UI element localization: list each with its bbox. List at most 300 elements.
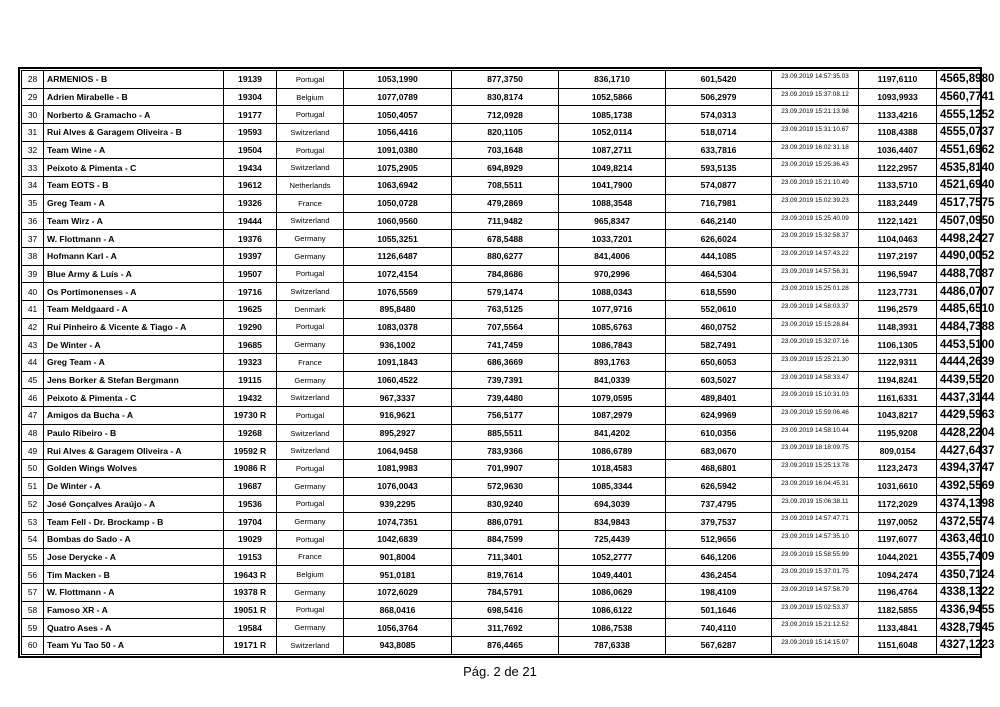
total-score-cell: 4485,6510: [937, 300, 982, 318]
score-4-cell: 603,5027: [666, 371, 772, 389]
ring-number-cell: 19504: [224, 141, 277, 159]
score-2-cell: 756,5177: [452, 407, 559, 425]
speed-cell: 1148,3931: [859, 318, 937, 336]
score-1-cell: 1077,0789: [344, 88, 452, 106]
table-row: [22, 124, 982, 142]
score-2-cell: 739,7391: [452, 371, 559, 389]
rank-cell: 47: [22, 407, 44, 425]
score-3-cell: 694,3039: [559, 495, 666, 513]
ring-number-cell: 19378 R: [224, 583, 277, 601]
score-4-cell: 740,4110: [666, 619, 772, 637]
rank-cell: 45: [22, 371, 44, 389]
table-row: [22, 336, 982, 354]
score-2-cell: 703,1648: [452, 141, 559, 159]
team-name-cell: Jens Borker & Stefan Bergmann: [44, 371, 224, 389]
arrival-time-cell: 23.09.2019 15:21:12.52: [772, 619, 859, 637]
country-cell: Portugal: [277, 530, 344, 548]
score-3-cell: 1085,1738: [559, 106, 666, 124]
total-score-cell: 4555,0737: [937, 124, 982, 142]
total-score-cell: 4392,5569: [937, 477, 982, 495]
total-score-cell: 4490,0052: [937, 247, 982, 265]
rank-cell: 54: [22, 530, 44, 548]
speed-cell: 1197,6077: [859, 530, 937, 548]
team-name-cell: Rui Alves & Garagem Oliveira - A: [44, 442, 224, 460]
score-1-cell: 916,9621: [344, 407, 452, 425]
arrival-time-cell: 23.09.2019 15:37:01.75: [772, 566, 859, 584]
ring-number-cell: 19304: [224, 88, 277, 106]
score-3-cell: 965,8347: [559, 212, 666, 230]
score-1-cell: 1074,7351: [344, 513, 452, 531]
team-name-cell: Team Fell - Dr. Brockamp - B: [44, 513, 224, 531]
team-name-cell: Peixoto & Pimenta - C: [44, 159, 224, 177]
table-row: [22, 389, 982, 407]
score-1-cell: 939,2295: [344, 495, 452, 513]
country-cell: Switzerland: [277, 389, 344, 407]
table-row: [22, 247, 982, 265]
score-3-cell: 725,4439: [559, 530, 666, 548]
score-3-cell: 836,1710: [559, 71, 666, 89]
score-1-cell: 895,8480: [344, 300, 452, 318]
rank-cell: 58: [22, 601, 44, 619]
score-3-cell: 1085,6763: [559, 318, 666, 336]
score-4-cell: 512,9656: [666, 530, 772, 548]
ring-number-cell: 19643 R: [224, 566, 277, 584]
team-name-cell: Os Portimonenses - A: [44, 283, 224, 301]
arrival-time-cell: 23.09.2019 15:10:31.03: [772, 389, 859, 407]
arrival-time-cell: 23.09.2019 15:06:38.11: [772, 495, 859, 513]
total-score-cell: 4338,1322: [937, 583, 982, 601]
arrival-time-cell: 23.09.2019 15:37:08.12: [772, 88, 859, 106]
score-1-cell: 1091,0380: [344, 141, 452, 159]
speed-cell: 1106,1305: [859, 336, 937, 354]
score-2-cell: 572,9630: [452, 477, 559, 495]
arrival-time-cell: 23.09.2019 14:57:35.10: [772, 530, 859, 548]
score-1-cell: 943,8085: [344, 637, 452, 655]
score-4-cell: 444,1085: [666, 247, 772, 265]
speed-cell: 1093,9933: [859, 88, 937, 106]
score-1-cell: 868,0416: [344, 601, 452, 619]
arrival-time-cell: 23.09.2019 14:58:10.44: [772, 424, 859, 442]
team-name-cell: Team Yu Tao 50 - A: [44, 637, 224, 655]
score-3-cell: 1085,3344: [559, 477, 666, 495]
ring-number-cell: 19592 R: [224, 442, 277, 460]
score-2-cell: 886,0791: [452, 513, 559, 531]
total-score-cell: 4350,7124: [937, 566, 982, 584]
score-3-cell: 1018,4583: [559, 460, 666, 478]
score-4-cell: 464,5304: [666, 265, 772, 283]
score-4-cell: 379,7537: [666, 513, 772, 531]
speed-cell: 1122,9311: [859, 354, 937, 372]
arrival-time-cell: 23.09.2019 14:57:58.79: [772, 583, 859, 601]
arrival-time-cell: 23.09.2019 15:25:01.28: [772, 283, 859, 301]
ring-number-cell: 19593: [224, 124, 277, 142]
team-name-cell: Amigos da Bucha - A: [44, 407, 224, 425]
total-score-cell: 4521,6940: [937, 177, 982, 195]
rank-cell: 28: [22, 71, 44, 89]
team-name-cell: De Winter - A: [44, 477, 224, 495]
score-1-cell: 1056,4416: [344, 124, 452, 142]
score-1-cell: 1063,6942: [344, 177, 452, 195]
score-2-cell: 711,3401: [452, 548, 559, 566]
country-cell: Germany: [277, 619, 344, 637]
team-name-cell: Team Wine - A: [44, 141, 224, 159]
table-row: [22, 637, 982, 655]
team-name-cell: Rui Alves & Garagem Oliveira - B: [44, 124, 224, 142]
score-3-cell: 1088,0343: [559, 283, 666, 301]
total-score-cell: 4535,8140: [937, 159, 982, 177]
page-number: Pág. 2 de 21: [463, 664, 537, 679]
speed-cell: 1036,4407: [859, 141, 937, 159]
score-3-cell: 1049,8214: [559, 159, 666, 177]
arrival-time-cell: 23.09.2019 15:59:06.46: [772, 407, 859, 425]
table-row: [22, 601, 982, 619]
speed-cell: 1133,4841: [859, 619, 937, 637]
rank-cell: 38: [22, 247, 44, 265]
team-name-cell: Golden Wings Wolves: [44, 460, 224, 478]
rank-cell: 30: [22, 106, 44, 124]
rank-cell: 56: [22, 566, 44, 584]
total-score-cell: 4428,2204: [937, 424, 982, 442]
results-table-frame: [18, 67, 995, 658]
speed-cell: 1172,2029: [859, 495, 937, 513]
total-score-cell: 4551,6962: [937, 141, 982, 159]
score-4-cell: 650,6053: [666, 354, 772, 372]
score-1-cell: 1064,9458: [344, 442, 452, 460]
rank-cell: 37: [22, 230, 44, 248]
total-score-cell: 4437,3144: [937, 389, 982, 407]
score-3-cell: 841,0339: [559, 371, 666, 389]
score-1-cell: 1076,0043: [344, 477, 452, 495]
ring-number-cell: 19444: [224, 212, 277, 230]
team-name-cell: Paulo Ribeiro - B: [44, 424, 224, 442]
score-2-cell: 711,9482: [452, 212, 559, 230]
speed-cell: 1151,6048: [859, 637, 937, 655]
ring-number-cell: 19115: [224, 371, 277, 389]
total-score-cell: 4355,7409: [937, 548, 982, 566]
score-1-cell: 1072,4154: [344, 265, 452, 283]
country-cell: Portugal: [277, 106, 344, 124]
rank-cell: 41: [22, 300, 44, 318]
score-3-cell: 1086,0629: [559, 583, 666, 601]
rank-cell: 34: [22, 177, 44, 195]
score-1-cell: 1060,4522: [344, 371, 452, 389]
score-2-cell: 708,5511: [452, 177, 559, 195]
score-3-cell: 841,4006: [559, 247, 666, 265]
score-3-cell: 1052,2777: [559, 548, 666, 566]
score-4-cell: 646,2140: [666, 212, 772, 230]
score-1-cell: 936,1002: [344, 336, 452, 354]
score-3-cell: 1079,0595: [559, 389, 666, 407]
score-4-cell: 489,8401: [666, 389, 772, 407]
team-name-cell: Adrien Mirabelle - B: [44, 88, 224, 106]
score-2-cell: 701,9907: [452, 460, 559, 478]
team-name-cell: Norberto & Gramacho - A: [44, 106, 224, 124]
score-1-cell: 1126,6487: [344, 247, 452, 265]
speed-cell: 1122,2957: [859, 159, 937, 177]
country-cell: Belgium: [277, 566, 344, 584]
total-score-cell: 4374,1398: [937, 495, 982, 513]
speed-cell: 1182,5855: [859, 601, 937, 619]
score-4-cell: 574,0313: [666, 106, 772, 124]
team-name-cell: Hofmann Karl - A: [44, 247, 224, 265]
speed-cell: 1031,6610: [859, 477, 937, 495]
speed-cell: 1123,2473: [859, 460, 937, 478]
arrival-time-cell: 23.09.2019 15:25:36.43: [772, 159, 859, 177]
score-2-cell: 707,5564: [452, 318, 559, 336]
score-4-cell: 460,0752: [666, 318, 772, 336]
total-score-cell: 4486,0707: [937, 283, 982, 301]
score-2-cell: 579,1474: [452, 283, 559, 301]
ring-number-cell: 19029: [224, 530, 277, 548]
ring-number-cell: 19268: [224, 424, 277, 442]
table-row: [22, 460, 982, 478]
country-cell: Germany: [277, 230, 344, 248]
country-cell: Portugal: [277, 265, 344, 283]
score-2-cell: 880,6277: [452, 247, 559, 265]
total-score-cell: 4484,7388: [937, 318, 982, 336]
ring-number-cell: 19584: [224, 619, 277, 637]
score-1-cell: 1076,5569: [344, 283, 452, 301]
total-score-cell: 4327,1223: [937, 637, 982, 655]
score-1-cell: 1050,4057: [344, 106, 452, 124]
rank-cell: 44: [22, 354, 44, 372]
arrival-time-cell: 23.09.2019 14:57:47.71: [772, 513, 859, 531]
score-3-cell: 1041,7900: [559, 177, 666, 195]
speed-cell: 1197,6110: [859, 71, 937, 89]
score-4-cell: 633,7816: [666, 141, 772, 159]
arrival-time-cell: 23.09.2019 16:04:45.31: [772, 477, 859, 495]
arrival-time-cell: 23.09.2019 15:58:55.99: [772, 548, 859, 566]
rank-cell: 50: [22, 460, 44, 478]
table-row: [22, 88, 982, 106]
team-name-cell: Team EOTS - B: [44, 177, 224, 195]
country-cell: Switzerland: [277, 637, 344, 655]
arrival-time-cell: 23.09.2019 15:02:53.37: [772, 601, 859, 619]
rank-cell: 35: [22, 194, 44, 212]
ring-number-cell: 19326: [224, 194, 277, 212]
table-row: [22, 283, 982, 301]
country-cell: Portugal: [277, 407, 344, 425]
score-1-cell: 951,0181: [344, 566, 452, 584]
table-row: [22, 407, 982, 425]
score-1-cell: 1053,1990: [344, 71, 452, 89]
total-score-cell: 4394,3747: [937, 460, 982, 478]
score-4-cell: 198,4109: [666, 583, 772, 601]
country-cell: Switzerland: [277, 424, 344, 442]
country-cell: Portugal: [277, 71, 344, 89]
score-3-cell: 787,6338: [559, 637, 666, 655]
table-row: [22, 354, 982, 372]
total-score-cell: 4444,2639: [937, 354, 982, 372]
country-cell: Germany: [277, 477, 344, 495]
score-1-cell: 901,8004: [344, 548, 452, 566]
ring-number-cell: 19716: [224, 283, 277, 301]
arrival-time-cell: 23.09.2019 15:02:39.23: [772, 194, 859, 212]
country-cell: Germany: [277, 336, 344, 354]
total-score-cell: 4488,7087: [937, 265, 982, 283]
score-3-cell: 1052,0114: [559, 124, 666, 142]
ring-number-cell: 19507: [224, 265, 277, 283]
score-4-cell: 501,1646: [666, 601, 772, 619]
score-4-cell: 468,6801: [666, 460, 772, 478]
ring-number-cell: 19434: [224, 159, 277, 177]
rank-cell: 49: [22, 442, 44, 460]
rank-cell: 39: [22, 265, 44, 283]
arrival-time-cell: 23.09.2019 16:02:31.18: [772, 141, 859, 159]
score-4-cell: 518,0714: [666, 124, 772, 142]
ring-number-cell: 19704: [224, 513, 277, 531]
score-4-cell: 567,6287: [666, 637, 772, 655]
table-row: [22, 548, 982, 566]
rank-cell: 33: [22, 159, 44, 177]
score-3-cell: 1077,9716: [559, 300, 666, 318]
score-3-cell: 970,2996: [559, 265, 666, 283]
country-cell: Germany: [277, 583, 344, 601]
arrival-time-cell: 23.09.2019 18:18:09.75: [772, 442, 859, 460]
score-2-cell: 479,2869: [452, 194, 559, 212]
score-4-cell: 506,2979: [666, 88, 772, 106]
score-4-cell: 610,0356: [666, 424, 772, 442]
table-row: [22, 177, 982, 195]
score-1-cell: 1060,9560: [344, 212, 452, 230]
country-cell: Portugal: [277, 141, 344, 159]
score-4-cell: 582,7491: [666, 336, 772, 354]
arrival-time-cell: 23.09.2019 14:57:35.03: [772, 71, 859, 89]
score-3-cell: 1088,3548: [559, 194, 666, 212]
table-row: [22, 477, 982, 495]
ring-number-cell: 19177: [224, 106, 277, 124]
ring-number-cell: 19730 R: [224, 407, 277, 425]
score-2-cell: 698,5416: [452, 601, 559, 619]
table-row: [22, 530, 982, 548]
score-2-cell: 311,7692: [452, 619, 559, 637]
score-1-cell: 967,3337: [344, 389, 452, 407]
score-1-cell: 1056,3764: [344, 619, 452, 637]
speed-cell: 1194,8241: [859, 371, 937, 389]
speed-cell: 1094,2474: [859, 566, 937, 584]
score-3-cell: 1086,7538: [559, 619, 666, 637]
rank-cell: 46: [22, 389, 44, 407]
total-score-cell: 4427,6437: [937, 442, 982, 460]
score-2-cell: 830,8174: [452, 88, 559, 106]
team-name-cell: Blue Army & Luís - A: [44, 265, 224, 283]
arrival-time-cell: 23.09.2019 15:32:58.37: [772, 230, 859, 248]
total-score-cell: 4565,8980: [937, 71, 982, 89]
table-row: [22, 159, 982, 177]
country-cell: Switzerland: [277, 283, 344, 301]
score-4-cell: 624,9969: [666, 407, 772, 425]
score-4-cell: 593,5135: [666, 159, 772, 177]
table-row: [22, 265, 982, 283]
speed-cell: 1196,2579: [859, 300, 937, 318]
score-3-cell: 1087,2979: [559, 407, 666, 425]
score-3-cell: 893,1763: [559, 354, 666, 372]
country-cell: France: [277, 194, 344, 212]
country-cell: Portugal: [277, 460, 344, 478]
speed-cell: 1043,8217: [859, 407, 937, 425]
table-row: [22, 194, 982, 212]
country-cell: Switzerland: [277, 442, 344, 460]
country-cell: Portugal: [277, 495, 344, 513]
total-score-cell: 4555,1252: [937, 106, 982, 124]
rank-cell: 52: [22, 495, 44, 513]
arrival-time-cell: 23.09.2019 15:25:13.78: [772, 460, 859, 478]
rank-cell: 55: [22, 548, 44, 566]
table-row: [22, 495, 982, 513]
score-2-cell: 712,0928: [452, 106, 559, 124]
country-cell: France: [277, 354, 344, 372]
speed-cell: 1133,4216: [859, 106, 937, 124]
arrival-time-cell: 23.09.2019 15:25:21.30: [772, 354, 859, 372]
score-1-cell: 1081,9983: [344, 460, 452, 478]
score-2-cell: 741,7459: [452, 336, 559, 354]
total-score-cell: 4453,5100: [937, 336, 982, 354]
rank-cell: 59: [22, 619, 44, 637]
score-3-cell: 1052,5866: [559, 88, 666, 106]
score-2-cell: 678,5488: [452, 230, 559, 248]
score-4-cell: 626,5942: [666, 477, 772, 495]
speed-cell: 1133,5710: [859, 177, 937, 195]
score-4-cell: 574,0877: [666, 177, 772, 195]
country-cell: Switzerland: [277, 124, 344, 142]
ring-number-cell: 19685: [224, 336, 277, 354]
table-row: [22, 442, 982, 460]
total-score-cell: 4336,9455: [937, 601, 982, 619]
country-cell: Denmark: [277, 300, 344, 318]
score-2-cell: 820,1105: [452, 124, 559, 142]
score-4-cell: 646,1206: [666, 548, 772, 566]
country-cell: France: [277, 548, 344, 566]
arrival-time-cell: 23.09.2019 14:58:33.47: [772, 371, 859, 389]
rank-cell: 29: [22, 88, 44, 106]
country-cell: Switzerland: [277, 212, 344, 230]
score-2-cell: 784,8686: [452, 265, 559, 283]
rank-cell: 43: [22, 336, 44, 354]
table-row: [22, 583, 982, 601]
team-name-cell: Rui Pinheiro & Vicente & Tiago - A: [44, 318, 224, 336]
ring-number-cell: 19625: [224, 300, 277, 318]
score-2-cell: 686,3669: [452, 354, 559, 372]
score-4-cell: 716,7981: [666, 194, 772, 212]
total-score-cell: 4498,2427: [937, 230, 982, 248]
score-3-cell: 1086,7843: [559, 336, 666, 354]
team-name-cell: Team Wirz - A: [44, 212, 224, 230]
table-row: [22, 71, 982, 89]
speed-cell: 1196,4764: [859, 583, 937, 601]
total-score-cell: 4372,5574: [937, 513, 982, 531]
country-cell: Portugal: [277, 601, 344, 619]
rank-cell: 57: [22, 583, 44, 601]
score-2-cell: 694,8929: [452, 159, 559, 177]
speed-cell: 809,0154: [859, 442, 937, 460]
rank-cell: 51: [22, 477, 44, 495]
arrival-time-cell: 23.09.2019 15:21:13.98: [772, 106, 859, 124]
score-1-cell: 1075,2905: [344, 159, 452, 177]
score-4-cell: 601,5420: [666, 71, 772, 89]
score-3-cell: 834,9843: [559, 513, 666, 531]
country-cell: Netherlands: [277, 177, 344, 195]
total-score-cell: 4439,5520: [937, 371, 982, 389]
ring-number-cell: 19376: [224, 230, 277, 248]
rank-cell: 53: [22, 513, 44, 531]
ring-number-cell: 19051 R: [224, 601, 277, 619]
speed-cell: 1122,1421: [859, 212, 937, 230]
arrival-time-cell: 23.09.2019 15:21:10.49: [772, 177, 859, 195]
table-row: [22, 371, 982, 389]
ring-number-cell: 19171 R: [224, 637, 277, 655]
score-4-cell: 683,0670: [666, 442, 772, 460]
table-row: [22, 300, 982, 318]
